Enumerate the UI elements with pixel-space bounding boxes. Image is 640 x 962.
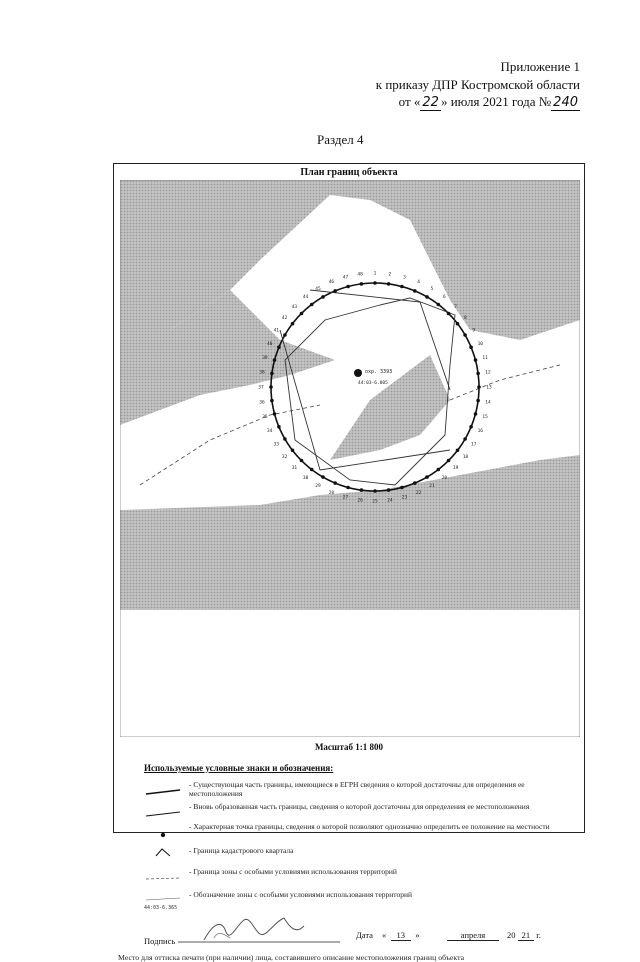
existing-boundary-symbol bbox=[146, 790, 180, 794]
boundary-point bbox=[300, 459, 304, 463]
point-label: 25 bbox=[372, 499, 378, 505]
boundary-point bbox=[463, 333, 467, 337]
hatched-area-bottom bbox=[120, 455, 580, 610]
point-label: 5 bbox=[430, 286, 434, 292]
boundary-point bbox=[360, 488, 364, 492]
boundary-point bbox=[425, 475, 429, 479]
point-label: 30 bbox=[302, 475, 309, 481]
order-day: 22 bbox=[422, 95, 439, 110]
boundary-point bbox=[283, 437, 287, 441]
point-label: 3 bbox=[403, 275, 406, 281]
signature-month: апреля bbox=[447, 930, 499, 941]
point-label: 44 bbox=[302, 295, 309, 301]
boundary-point bbox=[321, 475, 325, 479]
point-label: 34 bbox=[266, 429, 273, 435]
point-label: 23 bbox=[401, 495, 408, 501]
zone-label-symbol bbox=[146, 898, 180, 900]
boundary-point bbox=[387, 282, 391, 286]
legend-title: Используемые условные знаки и обозначения: bbox=[144, 763, 334, 773]
boundary-point bbox=[456, 322, 460, 326]
point-label: 24 bbox=[387, 498, 393, 504]
point-label: 14 bbox=[485, 400, 491, 406]
boundary-point bbox=[321, 295, 325, 299]
center-label: охр. 3393 bbox=[365, 369, 393, 375]
boundary-point bbox=[456, 449, 460, 453]
boundary-point bbox=[437, 303, 441, 307]
point-label: 9 bbox=[472, 328, 476, 334]
signature-label: Подпись bbox=[144, 936, 176, 946]
point-label: 4 bbox=[417, 280, 420, 286]
legend-item-zone: - Граница зоны с особыми условиями использования территорий bbox=[189, 867, 397, 876]
point-label: 15 bbox=[482, 415, 488, 420]
point-label: 22 bbox=[415, 490, 422, 496]
date-label: Дата bbox=[356, 930, 373, 940]
boundary-point bbox=[469, 425, 473, 429]
legend-item-existing: - Существующая часть границы, имеющиеся в ЕГРН сведения о которой достаточны для определения ее местоположения bbox=[189, 780, 525, 798]
date-mid: » июля 2021 года № bbox=[440, 94, 552, 109]
point-label: 31 bbox=[291, 466, 298, 472]
boundary-point bbox=[270, 399, 274, 403]
point-label: 12 bbox=[485, 370, 491, 376]
zone-boundary-symbol bbox=[146, 878, 180, 879]
point-label: 2 bbox=[388, 272, 392, 278]
signature-year-field bbox=[507, 930, 541, 940]
point-label: 11 bbox=[482, 356, 488, 361]
boundary-point bbox=[413, 481, 417, 485]
point-label: 17 bbox=[470, 442, 477, 448]
point-label: 13 bbox=[486, 385, 492, 391]
date-day-field: « 13 » bbox=[382, 930, 420, 940]
boundary-point bbox=[346, 486, 350, 490]
zone-boundary-dashed bbox=[140, 405, 320, 485]
point-label: 27 bbox=[342, 495, 349, 501]
point-label: 20 bbox=[441, 475, 448, 481]
point-label: 37 bbox=[258, 385, 264, 391]
point-label: 8 bbox=[464, 316, 467, 322]
boundary-point bbox=[373, 489, 377, 493]
point-label: 43 bbox=[291, 304, 298, 310]
signature-year: 21 bbox=[518, 930, 535, 941]
boundary-point bbox=[270, 372, 274, 376]
order-date-line bbox=[399, 93, 580, 112]
boundary-point bbox=[474, 412, 478, 416]
hatched-area-top bbox=[120, 180, 580, 340]
boundary-point bbox=[476, 372, 480, 376]
boundary-point bbox=[273, 412, 277, 416]
point-number-labels bbox=[258, 271, 492, 505]
point-label: 29 bbox=[315, 484, 321, 490]
appendix-title: Приложение 1 bbox=[500, 59, 580, 74]
point-label: 47 bbox=[342, 275, 349, 281]
zone-code: 44:03-6.365 bbox=[144, 905, 178, 911]
legend-item-quarter: - Граница кадастрового квартала bbox=[189, 846, 294, 855]
date-prefix: от « bbox=[398, 94, 421, 109]
point-label: 33 bbox=[273, 442, 280, 448]
point-label: 41 bbox=[273, 328, 280, 334]
year-suffix: г. bbox=[536, 930, 541, 940]
boundary-point bbox=[333, 289, 337, 293]
point-label: 46 bbox=[328, 280, 335, 286]
signature-day: 13 bbox=[391, 930, 412, 941]
point-label: 36 bbox=[259, 400, 265, 406]
boundary-point bbox=[291, 322, 295, 326]
boundary-point bbox=[269, 385, 273, 389]
legend-item-new: - Вновь образованная часть границы, сведения о которой достаточны для определения ее местоположения bbox=[189, 802, 530, 811]
boundary-point bbox=[310, 303, 314, 307]
boundary-point bbox=[437, 468, 441, 472]
point-label: 18 bbox=[462, 454, 469, 460]
point-label: 7 bbox=[454, 304, 457, 310]
plan-title: План границ объекта bbox=[300, 167, 398, 178]
point-label: 28 bbox=[328, 490, 335, 496]
point-label: 6 bbox=[443, 295, 446, 301]
boundary-point bbox=[463, 437, 467, 441]
point-label: 19 bbox=[452, 466, 459, 472]
legend-item-zone-label: - Обозначение зоны с особыми условиями использования территорий bbox=[189, 890, 412, 899]
zone-boundary-dashed-2 bbox=[450, 365, 560, 400]
boundary-point bbox=[476, 399, 480, 403]
point-label: 10 bbox=[477, 341, 484, 347]
boundary-point bbox=[310, 468, 314, 472]
point-label: 48 bbox=[357, 272, 363, 278]
quarter-boundary-symbol bbox=[156, 849, 170, 856]
boundary-point bbox=[413, 289, 417, 293]
point-label: 39 bbox=[262, 356, 268, 361]
boundary-point bbox=[400, 486, 404, 490]
boundary-point bbox=[447, 312, 451, 316]
point-label: 38 bbox=[259, 370, 265, 376]
boundary-point bbox=[387, 488, 391, 492]
legend-symbols bbox=[144, 782, 184, 912]
boundary-point bbox=[300, 312, 304, 316]
scale-label: Масштаб 1:1 800 bbox=[314, 742, 384, 752]
boundary-point bbox=[477, 385, 481, 389]
boundary-point bbox=[469, 345, 473, 349]
boundary-point bbox=[425, 295, 429, 299]
year-prefix: 20 bbox=[507, 930, 516, 940]
point-label: 21 bbox=[429, 484, 435, 490]
section-title: Раздел 4 bbox=[317, 132, 364, 147]
legend-item-point: - Характерная точка границы, сведения о которой позволяют однозначно определить ее положение на местности bbox=[189, 822, 550, 831]
boundary-point bbox=[360, 282, 364, 286]
boundary-point bbox=[346, 285, 350, 289]
boundary-point bbox=[400, 285, 404, 289]
order-reference: к приказу ДПР Костромской области bbox=[375, 77, 580, 92]
boundary-map bbox=[120, 180, 580, 737]
point-label: 1 bbox=[373, 271, 377, 277]
boundary-point bbox=[474, 358, 478, 362]
center-sublabel: 44:03-6.805 bbox=[358, 381, 388, 386]
boundary-point bbox=[277, 425, 281, 429]
signature-mark bbox=[174, 912, 344, 947]
plan-sheet bbox=[113, 163, 585, 962]
point-label: 26 bbox=[357, 498, 363, 504]
new-boundary-symbol bbox=[146, 812, 180, 816]
point-label: 16 bbox=[477, 429, 484, 435]
boundary-point bbox=[373, 281, 377, 285]
order-number: 240 bbox=[553, 95, 578, 110]
point-label: 32 bbox=[281, 454, 288, 460]
stamp-note: Место для оттиска печати (при наличии) лица, составившего описание местоположения границ объекта bbox=[118, 953, 465, 962]
point-label: 40 bbox=[266, 341, 273, 347]
boundary-point bbox=[291, 449, 295, 453]
boundary-point bbox=[283, 333, 287, 337]
boundary-point bbox=[333, 481, 337, 485]
center-point-icon bbox=[354, 369, 362, 377]
point-label: 42 bbox=[281, 316, 288, 322]
boundary-point bbox=[447, 459, 451, 463]
boundary-point bbox=[277, 345, 281, 349]
point-label: 35 bbox=[262, 415, 268, 420]
boundary-point bbox=[273, 358, 277, 362]
point-symbol bbox=[161, 833, 165, 837]
point-label: 45 bbox=[315, 286, 321, 292]
